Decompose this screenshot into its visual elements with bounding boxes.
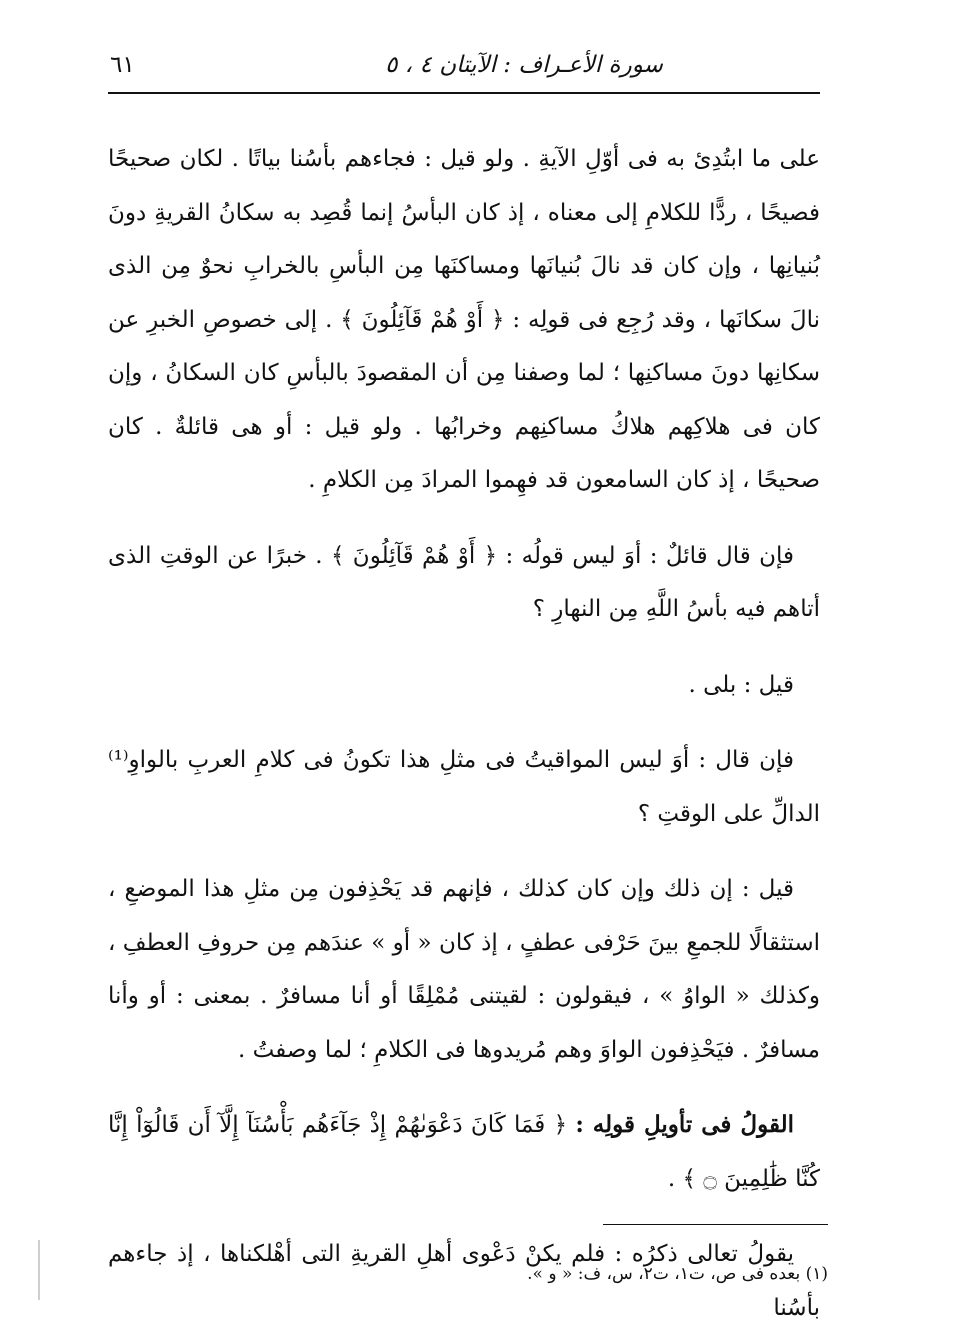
paragraph-text: قيل : بلى .	[688, 671, 794, 698]
scan-edge-mark	[38, 1240, 40, 1300]
page-header	[108, 46, 820, 94]
paragraph	[108, 658, 820, 713]
paragraph-text: فإن قال قائلٌ : أوَ ليس قولُه : ﴿ أَوْ هُمْ قَآئِلُونَ ﴾ . خبرًا عن الوقتِ الذى أتاهم فيه بأسُ اللَّهِ مِن النهارِ ؟	[108, 542, 820, 622]
paragraph	[108, 1098, 820, 1206]
paragraph-text: فإن قال : أوَ ليس المواقيتُ فى مثلِ هذا تكونُ فى كلامِ العربِ بالواوِ⁽¹⁾ الدالِّ على الوقتِ ؟	[108, 747, 820, 827]
page-number: ٦١	[110, 52, 135, 78]
paragraph	[108, 132, 820, 508]
paragraph	[108, 733, 820, 841]
paragraph-text: يقولُ تعالى ذكرُه : فلم يكنْ دَعْوى أهلِ القريةِ التى أهْلكناها ، إذ جاءهم بأسُنا	[108, 1241, 820, 1321]
paragraph-text: قيل : إن ذلك وإن كان كذلك ، فإنهم قد يَحْذِفون مِن مثلِ هذا الموضعِ ، استثقالًا للجمعِ بينَ حَرْفى عطفٍ ، إذ كان « أو » عندَهم مِن حروفِ العطفِ ، وكذلك « الواوُ » ، فيقولون : لقيتنى مُمْلِقًا أو أنا مسافرٌ . بمعنى : أو وأنا مسافرٌ . فيَحْذِفون الواوَ وهم مُريدوها فى الكلامِ ؛ لما وصفتُ .	[108, 876, 820, 1063]
paragraph	[108, 862, 820, 1077]
paragraph-text: ﴿ فَمَا كَانَ دَعْوَىٰهُمْ إِذْ جَآءَهُم بَأْسُنَآ إِلَّآ أَن قَالُوٓاْ إِنَّا كُنَّا ظَٰلِمِينَ ۝ ﴾ .	[108, 1112, 820, 1192]
paragraph-lead: القولُ فى تأويلِ قولِه :	[575, 1111, 794, 1138]
paragraph-text: على ما ابتُدِئ به فى أوّلِ الآيةِ . ولو قيل : فجاءهم بأسُنا بياتًا . لكان صحيحًا فصيحًا ، ردًّا للكلامِ إلى معناه ، إذ كان البأسُ إنما قُصِد به سكانُ القريةِ دونَ بُنيانِها ، وإن كان قد نالَ بُنيانَها ومساكنَها مِن البأسِ بالخرابِ نحوٌ مِن الذى نالَ سكانَها ، وقد رُجِع فى قولِه : ﴿ أَوْ هُمْ قَآئِلُونَ ﴾ . إلى خصوصِ الخبرِ عن سكانِها دونَ مساكنِها ؛ لما وصفنا مِن أن المقصودَ بالبأسِ كان السكانُ ، وإن كان فى هلاكِهم هلاكُ مساكنِهم وخرابُها . ولو قيل : أو هى قائلةٌ . كان صحيحًا ، إذ كان السامعون قد فهِموا المرادَ مِن الكلامِ .	[108, 146, 820, 493]
running-title: سورة الأعـراف : الآيتان ٤ ، ٥	[385, 52, 663, 78]
footnote-divider	[603, 1224, 828, 1225]
footnote: (١) بعده فى ص، ت١، ت٢، س، ف: « و ».	[527, 1264, 828, 1284]
body-text	[108, 132, 820, 1335]
paragraph	[108, 529, 820, 637]
